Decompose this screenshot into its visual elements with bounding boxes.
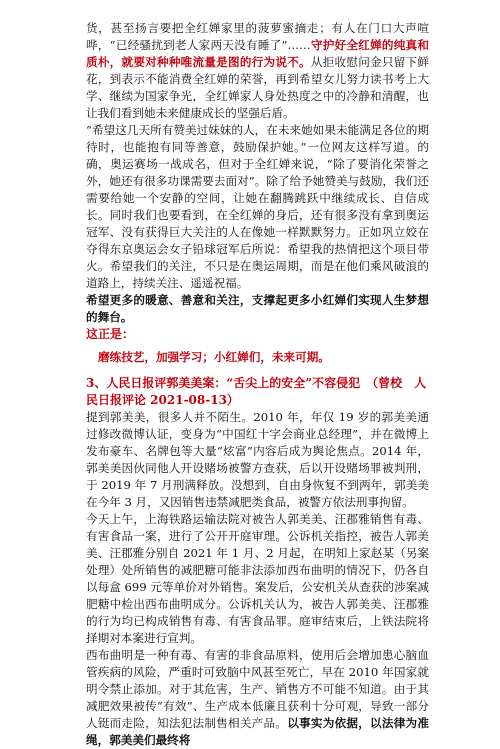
paragraph-2: “希望这几天所有赞美过妹妹的人，在未来她如果未能满足各位的期待时，也能抱有同等善意，鼓励保护她。”一位网友这样写道。的确，奥运赛场一战成名，但对于全红婵来说，“除了要消化荣誉之外，她还有很多功课需要去面对”。除了给予她赞美与鼓励，我们还需要给她一个安静的空间，让她在翻腾跳跃中继续成长、自信成长。同时我们也要看到，在全红婵的身后，还有很多没有拿到奥运冠军、没有获得巨大关注的人在像她一样默默努力。正如巩立姣在夺得东京奥运会女子铅球冠军后所说：希望我的热情把这个项目带火。希望我们的关注，不只是在奥运周期，而是在他们乘风破浪的道路上，持续关注、遥遥祝福。	[86, 123, 429, 290]
article-3-bold-statement: 以事实为依据，以法律为准绳，郭美美们最终将	[86, 716, 429, 747]
article-continuation	[86, 20, 429, 366]
highlighted-statement: 守护好全红婵的纯真和质朴，就要对种种唯流量是图的行为说不。	[86, 38, 429, 69]
article-3-paragraph-1: 提到郭美美，很多人并不陌生。2010 年，年仅 19 岁的郭美美通过修改微博认证，变身为“中国红十字会商业总经理”，并在微博上发布豪车、名牌包等大量“炫富”内容后成为舆论焦点。2014 年，郭美美因伙同他人开设赌场被警方查获，后以开设赌场罪被判刑，于 2019 年 7 月刑满释放。没想到，自由身恢复不到两年，郭美美在今年 3 月，又因销售违禁减肥类食品，被警方依法刑事拘留。	[86, 410, 429, 509]
article-3-paragraph-3-text: 西布曲明是一种有毒、有害的非食品原料，使用后会增加患心脑血管疾病的风险，严重时可致脑中风甚至死亡，早在 2010 年国家就明令禁止添加。对于其危害，生产、销售方不可能不知道。由于其减肥效果被传“有效”、生产成本低廉且获利十分可观，导致一部分人铤而走险，知法犯法制售相关产品。	[86, 648, 429, 730]
paragraph-1-text: 货，甚至扬言要把全红婵家里的菠萝蜜摘走；有人在门口大声喧哗，“已经骚扰到老人家两天没有睡了”……	[86, 21, 429, 52]
zhengshi-label: 这正是：	[86, 327, 135, 341]
article-3	[86, 375, 429, 749]
closing-statement: 希望更多的暖意、善意和关注，支撑起更多小红婵们实现人生梦想的舞台。	[86, 293, 429, 324]
paragraph-1	[86, 20, 429, 122]
paragraph-1-text-cont: 从拒收慰问金只留下鲜花，到表示不能消费全红婵的荣誉，再到希望女儿努力读书考上大学、继续为国家争光，全红婵家人身处热度之中的冷静和清醒，也让我们看到她未来健康成长的坚强后盾。	[86, 55, 429, 120]
article-3-paragraph-3	[86, 647, 429, 749]
motto: 磨练技艺，加强学习；小红婵们，未来可期。	[98, 350, 330, 364]
article-3-paragraph-2: 今天上午，上海铁路运输法院对被告人郭美美、汪郡雅销售有毒、有害食品一案，进行了公开开庭审理。公诉机关指控，被告人郭美美、汪郡雅分别自 2021 年 1 月、2 月起，在明知上家赵某（另案处理）处所销售的减肥糖可能非法添加西布曲明的情况下，仍各自以每盒 699 元等单价对外销售。案发后，公安机关从查获的涉案减肥糖中检出西布曲明成分。公诉机关认为，被告人郭美美、汪郡雅的行为均已构成销售有毒、有害食品罪。庭审结束后，上铁法院将择期对本案进行宣判。	[86, 512, 429, 645]
article-3-heading: 3、人民日报评郭美美案：“舌尖上的安全”不容侵犯 （曾校 人民日报评论 2021-08-13）	[86, 376, 427, 407]
